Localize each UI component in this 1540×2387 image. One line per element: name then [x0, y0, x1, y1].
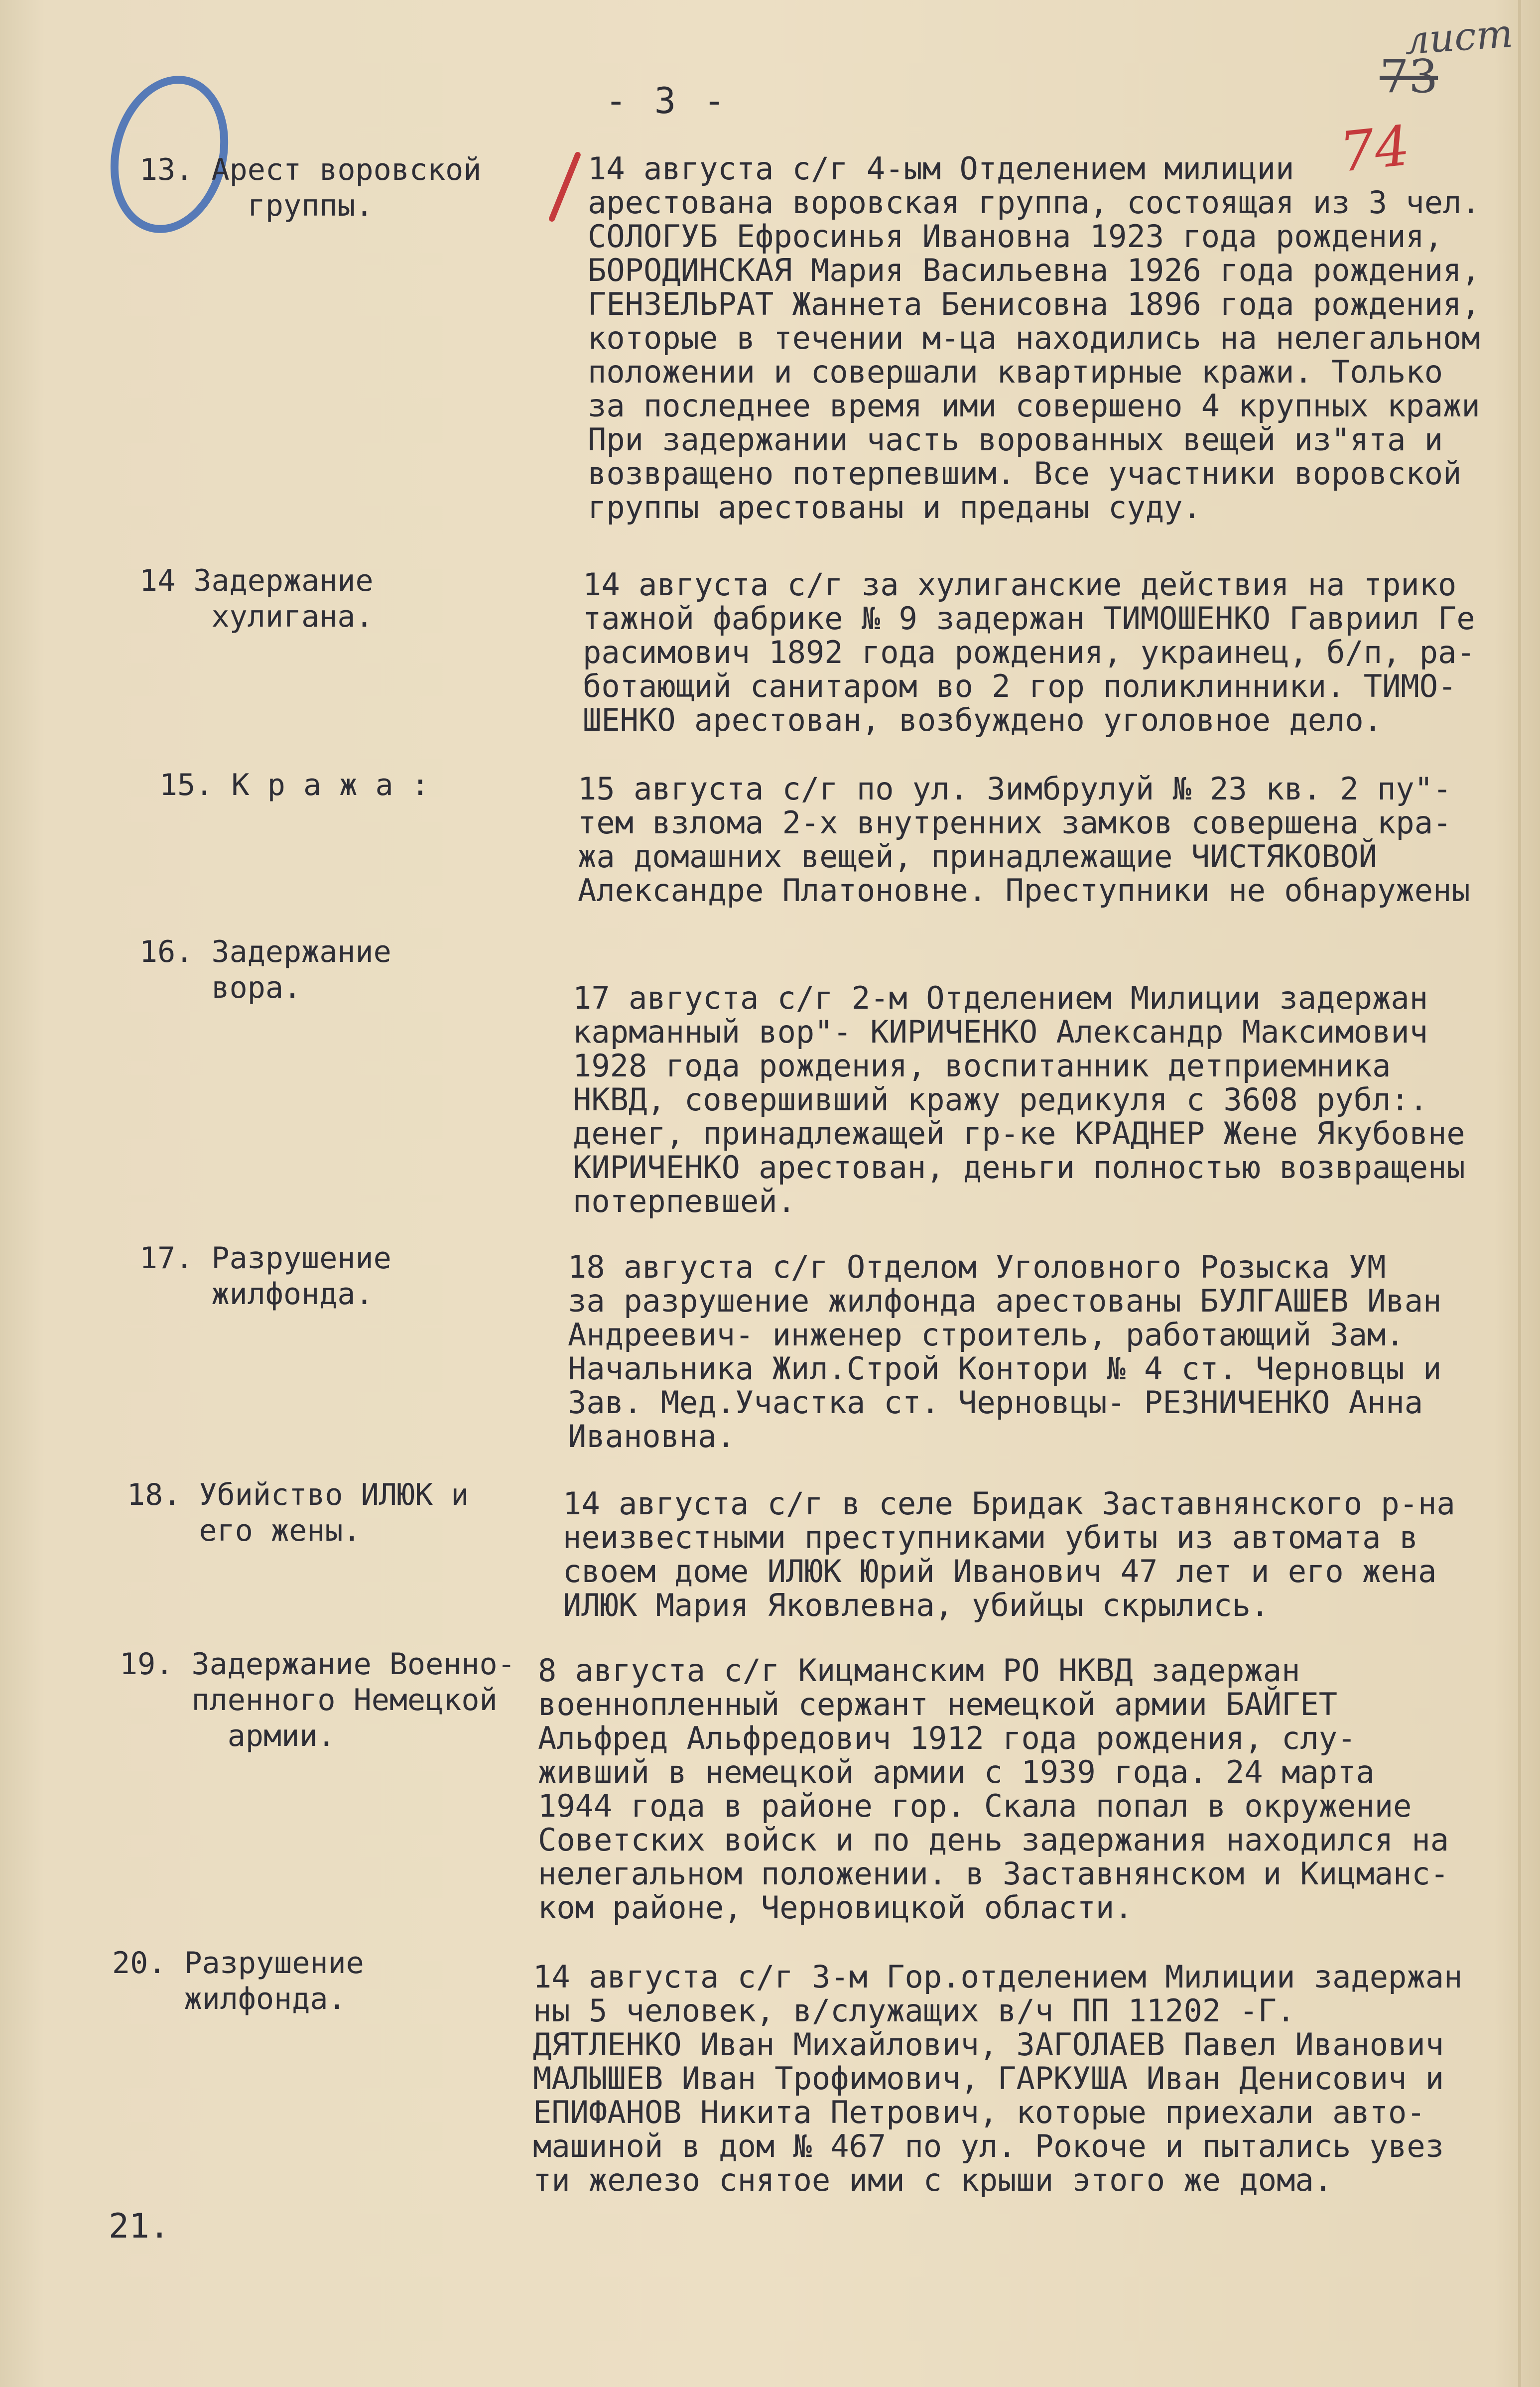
entry-heading: 19. Задержание Военно- пленного Немецкой армии. [120, 1647, 515, 1753]
new-sheet-number: 74 [1336, 114, 1413, 184]
old-sheet-number: 73 [1380, 50, 1438, 103]
entry-text: 15 августа с/г по ул. Зимбрулуй № 23 кв. 2 пу"- тем взлома 2-х внутренних замков совершена кра- жа домашних вещей, принадлежащие ЧИСТЯКОВОЙ Александре Платоновне. Преступники не обнаружены [578, 771, 1470, 909]
page-number: - 3 - [605, 80, 728, 122]
entry-text: 14 августа с/г 4-ым Отделением милиции арестована воровская группа, состоящая из 3 чел. СОЛОГУБ Ефросинья Ивановна 1923 года рождения, БОРОДИНСКАЯ Мария Васильевна 1926 года рождения, ГЕНЗЕЛЬРАТ Жаннета Бенисовна 1896 года рождения, которые в течении м-ца находились на нелегальном положении и совершали квартирные кражи. Только за последнее время ими совершено 4 крупных кражи При задержании часть ворованных вещей из"ята и возвращено потерпевшим. Все участники воровской группы арестованы и преданы суду. [588, 150, 1480, 526]
entry-text: 8 августа с/г Кицманским РО НКВД задержан военнопленный сержант немецкой армии БАЙГЕТ Альфред Альфредович 1912 года рождения, слу- живший в немецкой армии с 1939 года. 24 марта 1944 года в районе гор. Скала попал в окружение Советских войск и по день задержания находился на нелегальном положении. в Заставнянском и Кицманс- ком районе, Черновицкой области. [538, 1652, 1449, 1926]
entry-heading: 15. К р а ж а : [159, 768, 429, 802]
entry-heading: 14 Задержание хулигана. [139, 563, 374, 634]
entry-text: 14 августа с/г 3-м Гор.отделением Милиции задержан ны 5 человек, в/служащих в/ч ПП 11202 -Г. ДЯТЛЕНКО Иван Михайлович, ЗАГОЛАЕВ Павел Иванович МАЛЫШЕВ Иван Трофимович, ГАРКУША Иван Денисович и ЕПИФАНОВ Никита Петрович, которые приехали авто- машиной в дом № 467 по ул. Рокоче и пытались увез ти железо снятое ими с крыши этого же дома. [533, 1959, 1463, 2198]
sheet-label: лист [1403, 11, 1515, 64]
entry-heading: 18. Убийство ИЛЮК и его жены. [127, 1477, 469, 1548]
entry-text: 14 августа с/г в селе Бридак Заставнянского р-на неизвестными преступниками убиты из автомата в своем доме ИЛЮК Юрий Иванович 47 лет и его жена ИЛЮК Мария Яковлевна, убийцы скрылись. [563, 1485, 1455, 1623]
final-entry-number: 21. [109, 2207, 170, 2246]
entry-text: 18 августа с/г Отделом Уголовного Розыска УМ за разрушение жилфонда арестованы БУЛГАШЕВ Иван Андреевич- инженер строитель, работающий Зам. Начальника Жил.Строй Контори № 4 ст. Черновцы и Зав. Мед.Участка ст. Черновцы- РЕЗНИЧЕНКО Анна Ивановна. [568, 1249, 1442, 1455]
entry-heading: 17. Разрушение жилфонда. [139, 1241, 391, 1312]
entry-heading: 20. Разрушение жилфонда. [112, 1946, 364, 2016]
page-edge [1518, 0, 1521, 2387]
entry-text: 14 августа с/г за хулиганские действия на трико тажной фабрике № 9 задержан ТИМОШЕНКО Гавриил Ге расимович 1892 года рождения, украинец, б/п, ра- ботающий санитаром во 2 гор поликлинники. ТИМО- ШЕНКО арестован, возбуждено уголовное дело. [583, 566, 1475, 738]
entry-heading: 16. Задержание вора. [139, 934, 391, 1005]
entry-heading: 13. Арест воровской группы. [139, 152, 482, 223]
entry-text: 17 августа с/г 2-м Отделением Милиции задержан карманный вор"- КИРИЧЕНКО Александр Максимович 1928 года рождения, воспитанник детприемника НКВД, совершивший кражу редикуля с 3608 рубл:. денег, принадлежащей гр-ке КРАДНЕР Жене Якубовне КИРИЧЕНКО арестован, деньги полностью возвращены потерпевшей. [573, 980, 1465, 1219]
